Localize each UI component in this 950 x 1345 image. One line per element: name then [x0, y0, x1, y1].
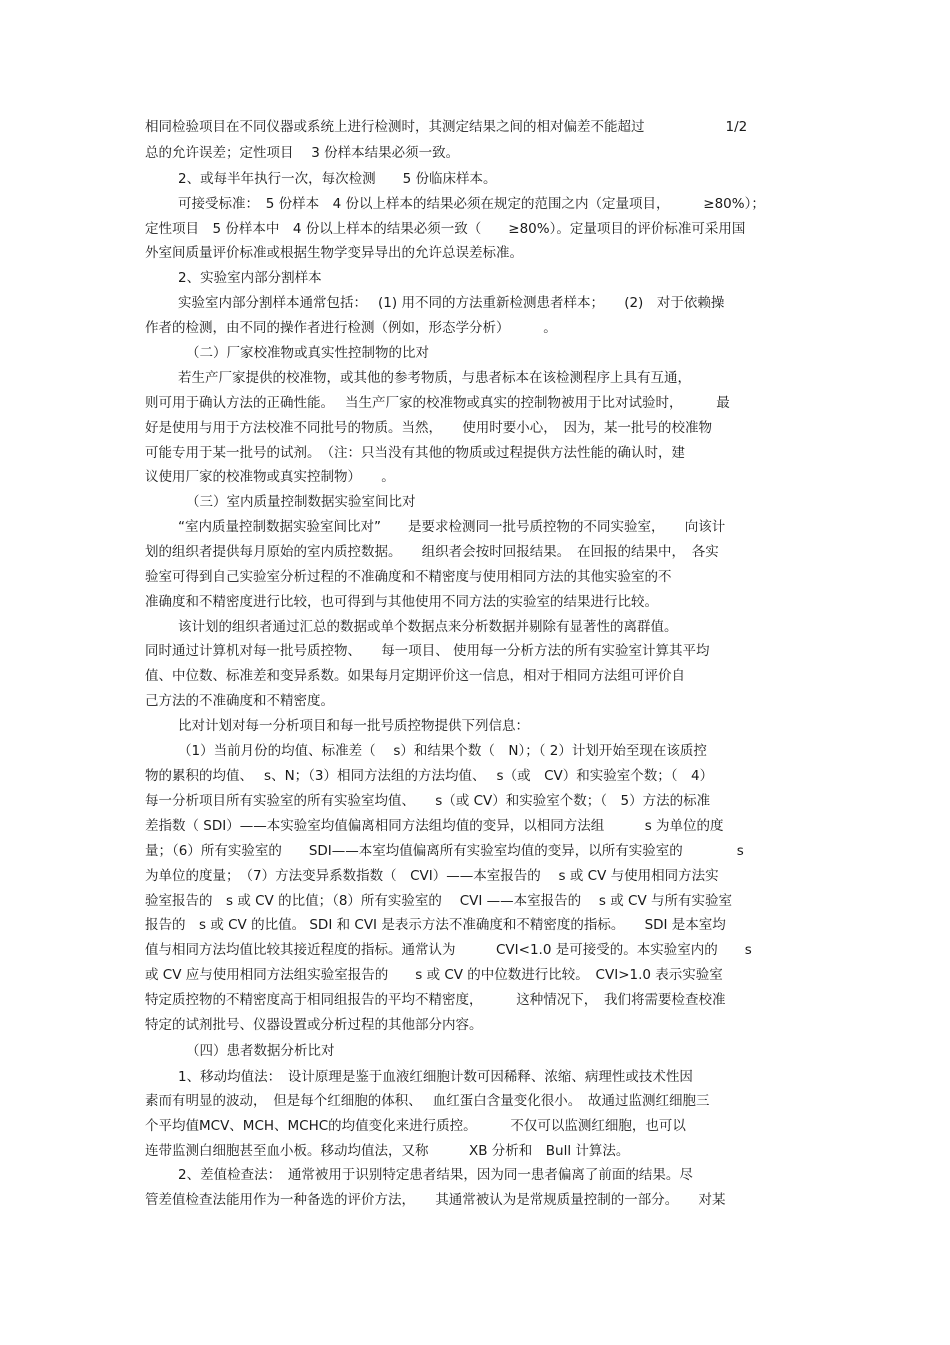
text-line: 特定的试剂批号、仪器设置或分析过程的其他部分内容。 — [145, 1017, 483, 1033]
section-heading: （四）患者数据分析比对 — [186, 1043, 335, 1059]
text-line: 同时通过计算机对每一批号质控物、 每一项目、 使用每一分析方法的所有实验室计算其平均 — [145, 643, 710, 659]
text-line: 作者的检测，由不同的操作者进行检测（例如，形态学分析） 。 — [145, 320, 557, 336]
text-line: 报告的 s 或 CV 的比值。 SDI 和 CVI 是表示方法不准确度和不精密度的指标。 SDI 是本室均 — [145, 917, 726, 933]
section-heading: （二）厂家校准物或真实性控制物的比对 — [186, 345, 429, 361]
section-heading: （三）室内质量控制数据实验室间比对 — [186, 494, 416, 510]
text-line: 外室间质量评价标准或根据生物学变异导出的允许总误差标准。 — [145, 245, 523, 261]
text-line: 好是使用与用于方法校准不同批号的物质。当然， 使用时要小心， 因为，某一批号的校准物 — [145, 420, 712, 436]
text-line: 值、中位数、标准差和变异系数。如果每月定期评价这一信息，相对于相同方法组可评价自 — [145, 668, 685, 684]
text-line: 值与相同方法均值比较其接近程度的指标。通常认为 CVI<1.0 是可接受的。本实验室内的 s — [145, 942, 752, 958]
text-line: 个平均值MCV、MCH、MCHC的均值变化来进行质控。 不仅可以监测红细胞，也可以 — [145, 1118, 686, 1134]
text-line: 可接受标准： 5 份样本 4 份以上样本的结果必须在规定的范围之内（定量项目， ≥80%）； — [178, 196, 765, 212]
text-line: 可能专用于某一批号的试剂。 （注：只当没有其他的物质或过程提供方法性能的确认时，建 — [145, 445, 685, 461]
text-line: 议使用厂家的校准物或真实控制物） 。 — [145, 469, 395, 485]
text-line: 己方法的不准确度和不精密度。 — [145, 693, 334, 709]
text-line: 验室可得到自己实验室分析过程的不准确度和不精密度与使用相同方法的其他实验室的不 — [145, 569, 672, 585]
text-line: 准确度和不精密度进行比较，也可得到与其他使用不同方法的实验室的结果进行比较。 — [145, 594, 658, 610]
text-line: 实验室内部分割样本通常包括： (1) 用不同的方法重新检测患者样本； (2) 对于依赖操 — [178, 295, 725, 311]
text-line: 该计划的组织者通过汇总的数据或单个数据点来分析数据并剔除有显著性的离群值。 — [178, 619, 678, 635]
text-line: 管差值检查法能用作为一种备选的评价方法， 其通常被认为是常规质量控制的一部分。 对某 — [145, 1192, 726, 1208]
text-line: 1、移动均值法： 设计原理是鉴于血液红细胞计数可因稀释、浓缩、病理性或技术性因 — [178, 1069, 693, 1085]
text-line: 相同检验项目在不同仪器或系统上进行检测时，其测定结果之间的相对偏差不能超过 1/2 — [145, 119, 748, 135]
text-line: 2、差值检查法： 通常被用于识别特定患者结果，因为同一患者偏离了前面的结果。尽 — [178, 1167, 693, 1183]
text-line: 为单位的度量； （7）方法变异系数指数（ CVI）——本室报告的 s 或 CV 与使用相同方法实 — [145, 868, 719, 884]
text-line: 每一分析项目所有实验室的所有实验室均值、 s（或 CV）和实验室个数；（ 5）方法的标准 — [145, 793, 711, 809]
text-line: 物的累积的均值、 s、N；（3）相同方法组的方法均值、 s（或 CV）和实验室个数；（ 4） — [145, 768, 714, 784]
text-line: 划的组织者提供每月原始的室内质控数据。 组织者会按时回报结果。 在回报的结果中， 各实 — [145, 544, 719, 560]
text-line: 连带监测白细胞甚至血小板。移动均值法，又称 XB 分析和 Bull 计算法。 — [145, 1143, 630, 1159]
text-line: 或 CV 应与使用相同方法组实验室报告的 s 或 CV 的中位数进行比较。 CVI>1.0 表示实验室 — [145, 967, 723, 983]
section-heading: 2、实验室内部分割样本 — [178, 270, 322, 286]
text-line: 总的允许误差；定性项目 3 份样本结果必须一致。 — [145, 145, 460, 161]
text-line: 差指数（ SDI）——本实验室均值偏离相同方法组均值的变异，以相同方法组 s 为单位的度 — [145, 818, 724, 834]
text-line: 定性项目 5 份样本中 4 份以上样本的结果必须一致（ ≥80%）。定量项目的评价标准可采用国 — [145, 221, 746, 237]
text-line: 比对计划对每一分析项目和每一批号质控物提供下列信息： — [178, 718, 529, 734]
text-line: 2、或每半年执行一次，每次检测 5 份临床样本。 — [178, 171, 497, 187]
text-line: 验室报告的 s 或 CV 的比值；（8）所有实验室的 CVI ——本室报告的 s 或 CV 与所有实验室 — [145, 893, 732, 909]
text-line: 量；（6）所有实验室的 SDI——本室均值偏离所有实验室均值的变异，以所有实验室的 s — [145, 843, 744, 859]
text-line: （1）当前月份的均值、标准差（ s）和结果个数（ N）；（ 2）计划开始至现在该质控 — [178, 743, 707, 759]
text-line: 素而有明显的波动， 但是每个红细胞的体积、 血红蛋白含量变化很小。 故通过监测红细胞三 — [145, 1093, 710, 1109]
text-line: 若生产厂家提供的校准物，或其他的参考物质，与患者标本在该检测程序上具有互通， — [178, 370, 691, 386]
text-line: 特定质控物的不精密度高于相同组报告的平均不精密度， 这种情况下， 我们将需要检查校准 — [145, 992, 726, 1008]
text-line: 则可用于确认方法的正确性能。 当生产厂家的校准物或真实的控制物被用于比对试验时， 最 — [145, 395, 730, 411]
text-line: “室内质量控制数据实验室间比对” 是要求检测同一批号质控物的不同实验室， 向该计 — [178, 519, 726, 535]
